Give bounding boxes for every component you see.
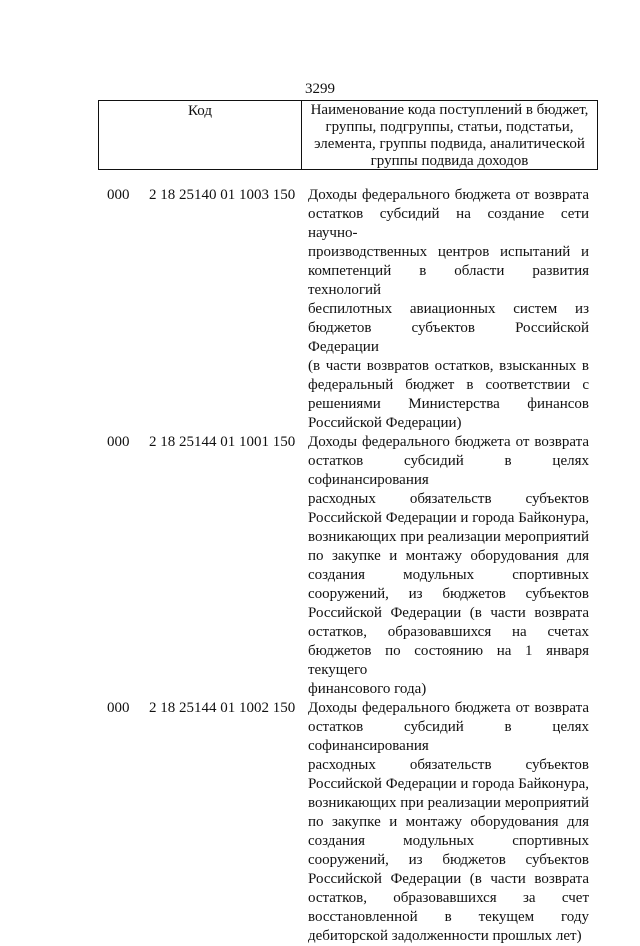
description-line: бюджетов субъектов Российской Федерации <box>308 320 589 355</box>
description-line: производственных центров испытаний и <box>308 244 589 260</box>
description-line: дебиторской задолженности прошлых лет) <box>308 928 582 944</box>
row-description <box>308 699 589 946</box>
description-line: остатков субсидий в целях софинансирования <box>308 719 589 754</box>
description-line: расходных обязательств субъектов <box>308 757 589 773</box>
description-line: создания модульных спортивных <box>308 567 589 583</box>
description-line: сооружений, из бюджетов субъектов <box>308 586 589 602</box>
description-line: Российской Федерации (в части возврата <box>308 605 589 621</box>
row-admin-code: 000 <box>107 700 130 716</box>
description-line: бюджетов по состоянию на 1 января текущего <box>308 643 589 678</box>
table-row <box>0 186 640 433</box>
table-row <box>0 699 640 946</box>
table-row <box>0 433 640 699</box>
description-line: (в части возвратов остатков, взысканных в <box>308 358 589 374</box>
header-name-label: Наименование кода поступлений в бюджет, группы, подгруппы, статьи, подстатьи, элемента, группы подвида, аналитической группы подвида доходов <box>310 102 589 169</box>
row-description <box>308 186 589 433</box>
description-line: по закупке и монтажу оборудования для <box>308 548 589 564</box>
description-line: расходных обязательств субъектов <box>308 491 589 507</box>
row-description <box>308 433 589 699</box>
description-line: остатков субсидий на создание сети научно- <box>308 206 589 241</box>
table-header <box>98 100 598 170</box>
description-line: сооружений, из бюджетов субъектов <box>308 852 589 868</box>
table-body <box>0 186 640 946</box>
row-admin-code: 000 <box>107 434 130 450</box>
description-line: остатков, образовавшихся за счет <box>308 890 589 906</box>
description-line: остатков, образовавшихся на счетах <box>308 624 589 640</box>
description-line: остатков субсидий в целях софинансирования <box>308 453 589 488</box>
description-line: возникающих при реализации мероприятий <box>308 529 589 545</box>
row-admin-code: 000 <box>107 187 130 203</box>
row-income-code: 2 18 25140 01 1003 150 <box>149 187 296 203</box>
description-line: Российской Федерации и города Байконура, <box>308 510 589 526</box>
row-income-code: 2 18 25144 01 1001 150 <box>149 434 296 450</box>
description-line: Российской Федерации) <box>308 415 462 431</box>
description-line: Доходы федерального бюджета от возврата <box>308 187 589 203</box>
description-line: Доходы федерального бюджета от возврата <box>308 700 589 716</box>
page-number: 3299 <box>305 81 335 97</box>
description-line: федеральный бюджет в соответствии с <box>308 377 589 393</box>
row-income-code: 2 18 25144 01 1002 150 <box>149 700 296 716</box>
description-line: возникающих при реализации мероприятий <box>308 795 589 811</box>
description-line: Российской Федерации (в части возврата <box>308 871 589 887</box>
description-line: создания модульных спортивных <box>308 833 589 849</box>
description-line: Доходы федерального бюджета от возврата <box>308 434 589 450</box>
description-line: решениями Министерства финансов <box>308 396 589 412</box>
description-line: по закупке и монтажу оборудования для <box>308 814 589 830</box>
description-line: беспилотных авиационных систем из <box>308 301 589 317</box>
description-line: восстановленной в текущем году <box>308 909 589 925</box>
header-code-label: Код <box>99 101 302 169</box>
description-line: компетенций в области развития технологий <box>308 263 589 298</box>
description-line: Российской Федерации и города Байконура, <box>308 776 589 792</box>
description-line: финансового года) <box>308 681 427 697</box>
